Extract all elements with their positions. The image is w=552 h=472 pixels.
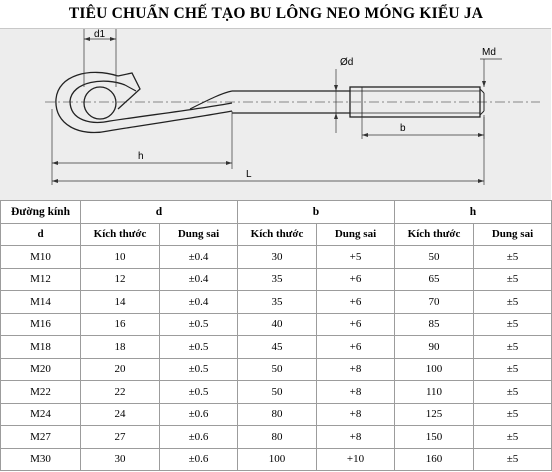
- header-h: h: [395, 201, 552, 224]
- table-row: [1, 313, 552, 336]
- label-h: h: [138, 151, 144, 162]
- table-cell: 125: [395, 403, 474, 426]
- table-cell: M14: [1, 291, 81, 314]
- table-cell: 12: [81, 268, 160, 291]
- table-cell: 30: [81, 448, 160, 471]
- table-cell: ±5: [474, 381, 552, 404]
- table-cell: M22: [1, 381, 81, 404]
- table-row: [1, 358, 552, 381]
- table-cell: M24: [1, 403, 81, 426]
- sub-header-row: [1, 223, 552, 246]
- label-md: Md: [482, 47, 496, 58]
- subheader-size: Kích thước: [395, 223, 474, 246]
- arrow-icon: [362, 133, 368, 137]
- table-cell: +8: [317, 358, 395, 381]
- bolt-drawing: [0, 29, 551, 200]
- hook-eye: [84, 87, 116, 119]
- table-cell: +6: [317, 313, 395, 336]
- arrow-icon: [478, 133, 484, 137]
- table-cell: 16: [81, 313, 160, 336]
- table-cell: ±0.6: [160, 403, 238, 426]
- label-l: L: [246, 169, 252, 180]
- arrow-icon: [226, 161, 232, 165]
- table-cell: 22: [81, 381, 160, 404]
- table-cell: ±5: [474, 313, 552, 336]
- table-row: [1, 426, 552, 449]
- table-cell: ±0.6: [160, 448, 238, 471]
- table-cell: M10: [1, 246, 81, 269]
- table-cell: ±5: [474, 358, 552, 381]
- spec-table-body: [1, 246, 552, 471]
- arrow-icon: [482, 81, 486, 87]
- table-cell: +8: [317, 403, 395, 426]
- table-cell: +8: [317, 381, 395, 404]
- hook-tip-inner: [125, 85, 136, 91]
- hook-tip: [118, 73, 140, 109]
- table-cell: 18: [81, 336, 160, 359]
- table-cell: 150: [395, 426, 474, 449]
- table-cell: 14: [81, 291, 160, 314]
- subheader-size: Kích thước: [238, 223, 317, 246]
- table-cell: M18: [1, 336, 81, 359]
- table-cell: ±0.5: [160, 358, 238, 381]
- table-row: [1, 268, 552, 291]
- spec-table: [0, 200, 552, 471]
- table-row: [1, 336, 552, 359]
- table-cell: 45: [238, 336, 317, 359]
- table-cell: 65: [395, 268, 474, 291]
- table-cell: +6: [317, 291, 395, 314]
- table-cell: 10: [81, 246, 160, 269]
- label-b: b: [400, 123, 406, 134]
- table-cell: M30: [1, 448, 81, 471]
- table-cell: +6: [317, 268, 395, 291]
- table-cell: 30: [238, 246, 317, 269]
- table-cell: 40: [238, 313, 317, 336]
- table-cell: M20: [1, 358, 81, 381]
- table-cell: M16: [1, 313, 81, 336]
- table-cell: 50: [238, 381, 317, 404]
- label-d1: d1: [94, 29, 106, 40]
- table-cell: ±5: [474, 448, 552, 471]
- table-cell: 27: [81, 426, 160, 449]
- arrow-icon: [84, 37, 90, 41]
- header-diameter: Đường kính: [1, 201, 81, 224]
- table-cell: ±5: [474, 426, 552, 449]
- header-d: d: [81, 201, 238, 224]
- subheader-size: Kích thước: [81, 223, 160, 246]
- table-cell: M27: [1, 426, 81, 449]
- table-cell: 24: [81, 403, 160, 426]
- page-title: TIÊU CHUẨN CHẾ TẠO BU LÔNG NEO MÓNG KIỂU JA: [68, 5, 484, 22]
- arrow-icon: [334, 85, 338, 91]
- table-cell: 35: [238, 268, 317, 291]
- table-cell: 90: [395, 336, 474, 359]
- table-row: [1, 291, 552, 314]
- table-row: [1, 448, 552, 471]
- table-cell: 35: [238, 291, 317, 314]
- table-cell: ±0.5: [160, 313, 238, 336]
- table-cell: ±5: [474, 336, 552, 359]
- table-cell: ±5: [474, 246, 552, 269]
- table-row: [1, 403, 552, 426]
- table-cell: ±5: [474, 403, 552, 426]
- table-cell: 70: [395, 291, 474, 314]
- table-cell: ±5: [474, 291, 552, 314]
- table-cell: ±0.6: [160, 426, 238, 449]
- table-cell: 100: [395, 358, 474, 381]
- table-cell: ±0.5: [160, 336, 238, 359]
- table-row: [1, 246, 552, 269]
- arrow-icon: [52, 179, 58, 183]
- table-cell: +10: [317, 448, 395, 471]
- table-cell: +8: [317, 426, 395, 449]
- table-cell: 20: [81, 358, 160, 381]
- table-row: [1, 381, 552, 404]
- table-cell: 85: [395, 313, 474, 336]
- table-cell: ±0.4: [160, 291, 238, 314]
- table-cell: ±5: [474, 268, 552, 291]
- arrow-icon: [110, 37, 116, 41]
- table-cell: +6: [317, 336, 395, 359]
- table-cell: 110: [395, 381, 474, 404]
- arrow-icon: [334, 113, 338, 119]
- table-cell: M12: [1, 268, 81, 291]
- subheader-tolerance: Dung sai: [160, 223, 238, 246]
- hook-outer: [56, 72, 232, 132]
- group-header-row: [1, 201, 552, 224]
- table-cell: ±0.5: [160, 381, 238, 404]
- header-b: b: [238, 201, 395, 224]
- arrow-icon: [52, 161, 58, 165]
- label-od: Ød: [340, 57, 354, 68]
- table-cell: 50: [238, 358, 317, 381]
- table-cell: 80: [238, 426, 317, 449]
- subheader-tolerance: Dung sai: [474, 223, 552, 246]
- table-cell: 80: [238, 403, 317, 426]
- arrow-icon: [478, 179, 484, 183]
- table-cell: +5: [317, 246, 395, 269]
- table-cell: ±0.4: [160, 246, 238, 269]
- subheader-tolerance: Dung sai: [317, 223, 395, 246]
- bolt-diagram: [0, 28, 551, 201]
- table-cell: 100: [238, 448, 317, 471]
- table-cell: ±0.4: [160, 268, 238, 291]
- subheader-d: d: [1, 223, 81, 246]
- table-cell: 50: [395, 246, 474, 269]
- table-cell: 160: [395, 448, 474, 471]
